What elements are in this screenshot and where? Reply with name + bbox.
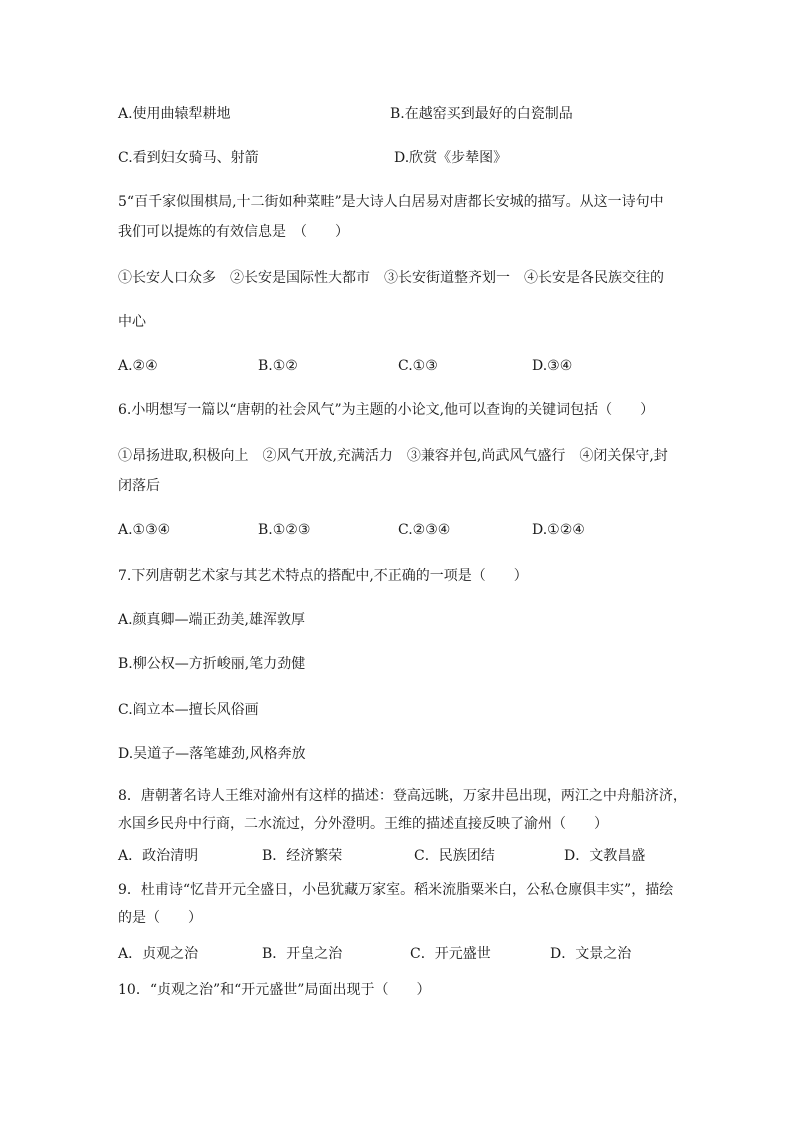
q5-option-a: A.②④ <box>118 358 158 374</box>
q5-items-line2: 中心 <box>118 314 146 330</box>
q8-stem-line2: 水国乡民舟中行商，二水流过，分外澄明。王维的描述直接反映了渝州（ ） <box>118 816 608 832</box>
q6-items-line1: ①昂扬进取,积极向上 ②风气开放,充满活力 ③兼容并包,尚武风气盛行 ④闭关保守,封 <box>118 448 668 464</box>
q5-stem-line1: 5“百千家似围棋局,十二街如种菜畦”是大诗人白居易对唐都长安城的描写。从这一诗句中 <box>118 194 664 210</box>
q9-option-d: D．文景之治 <box>550 946 632 962</box>
q8-option-d: D．文教昌盛 <box>564 848 646 864</box>
q5-stem-line2: 我们可以提炼的有效信息是 （ ） <box>118 224 349 240</box>
q7-option-a: A.颜真卿—端正劲美,雄浑敦厚 <box>118 612 306 628</box>
q6-stem: 6.小明想写一篇以“唐朝的社会风气”为主题的小论文,他可以查询的关键词包括（ ） <box>118 402 655 418</box>
q8-option-b: B．经济繁荣 <box>262 848 343 864</box>
q9-stem-line1: 9．杜甫诗“忆昔开元全盛日，小邑犹藏万家室。稻米流脂粟米白，公私仓廪俱丰实”，描绘 <box>118 882 674 898</box>
q7-option-d: D.吴道子—落笔雄劲,风格奔放 <box>118 746 306 762</box>
q9-stem-line2: 的是（ ） <box>118 910 202 926</box>
q5-items-line1: ①长安人口众多 ②长安是国际性大都市 ③长安街道整齐划一 ④长安是各民族交往的 <box>118 270 664 286</box>
q9-option-a: A．贞观之治 <box>118 946 199 962</box>
q7-stem: 7.下列唐朝艺术家与其艺术特点的搭配中,不正确的一项是（ ） <box>118 568 528 584</box>
q8-stem-line1: 8．唐朝著名诗人王维对渝州有这样的描述：登高远眺，万家井邑出现，两江之中舟船济济， <box>118 788 687 804</box>
q9-option-b: B．开皇之治 <box>262 946 343 962</box>
q4-option-b: B.在越窑买到最好的白瓷制品 <box>390 106 573 122</box>
q4-option-a: A.使用曲辕犁耕地 <box>118 106 231 122</box>
q6-items-line2: 闭落后 <box>118 478 160 494</box>
q6-option-c: C.②③④ <box>398 522 451 538</box>
q5-option-b: B.①② <box>258 358 298 374</box>
q8-option-c: C．民族团结 <box>414 848 495 864</box>
q9-option-c: C．开元盛世 <box>410 946 491 962</box>
q10-stem: 10．“贞观之治”和“开元盛世”局面出现于（ ） <box>118 982 431 998</box>
q4-option-c: C.看到妇女骑马、射箭 <box>118 150 259 166</box>
q7-option-b: B.柳公权—方折峻丽,笔力劲健 <box>118 656 306 672</box>
q5-option-d: D.③④ <box>532 358 573 374</box>
q4-option-d: D.欣赏《步辇图》 <box>394 150 508 166</box>
q8-option-a: A．政治清明 <box>118 848 199 864</box>
q6-option-d: D.①②④ <box>532 522 585 538</box>
q6-option-b: B.①②③ <box>258 522 311 538</box>
q5-option-c: C.①③ <box>398 358 438 374</box>
q6-option-a: A.①③④ <box>118 522 171 538</box>
q7-option-c: C.阎立本—擅长风俗画 <box>118 702 259 718</box>
